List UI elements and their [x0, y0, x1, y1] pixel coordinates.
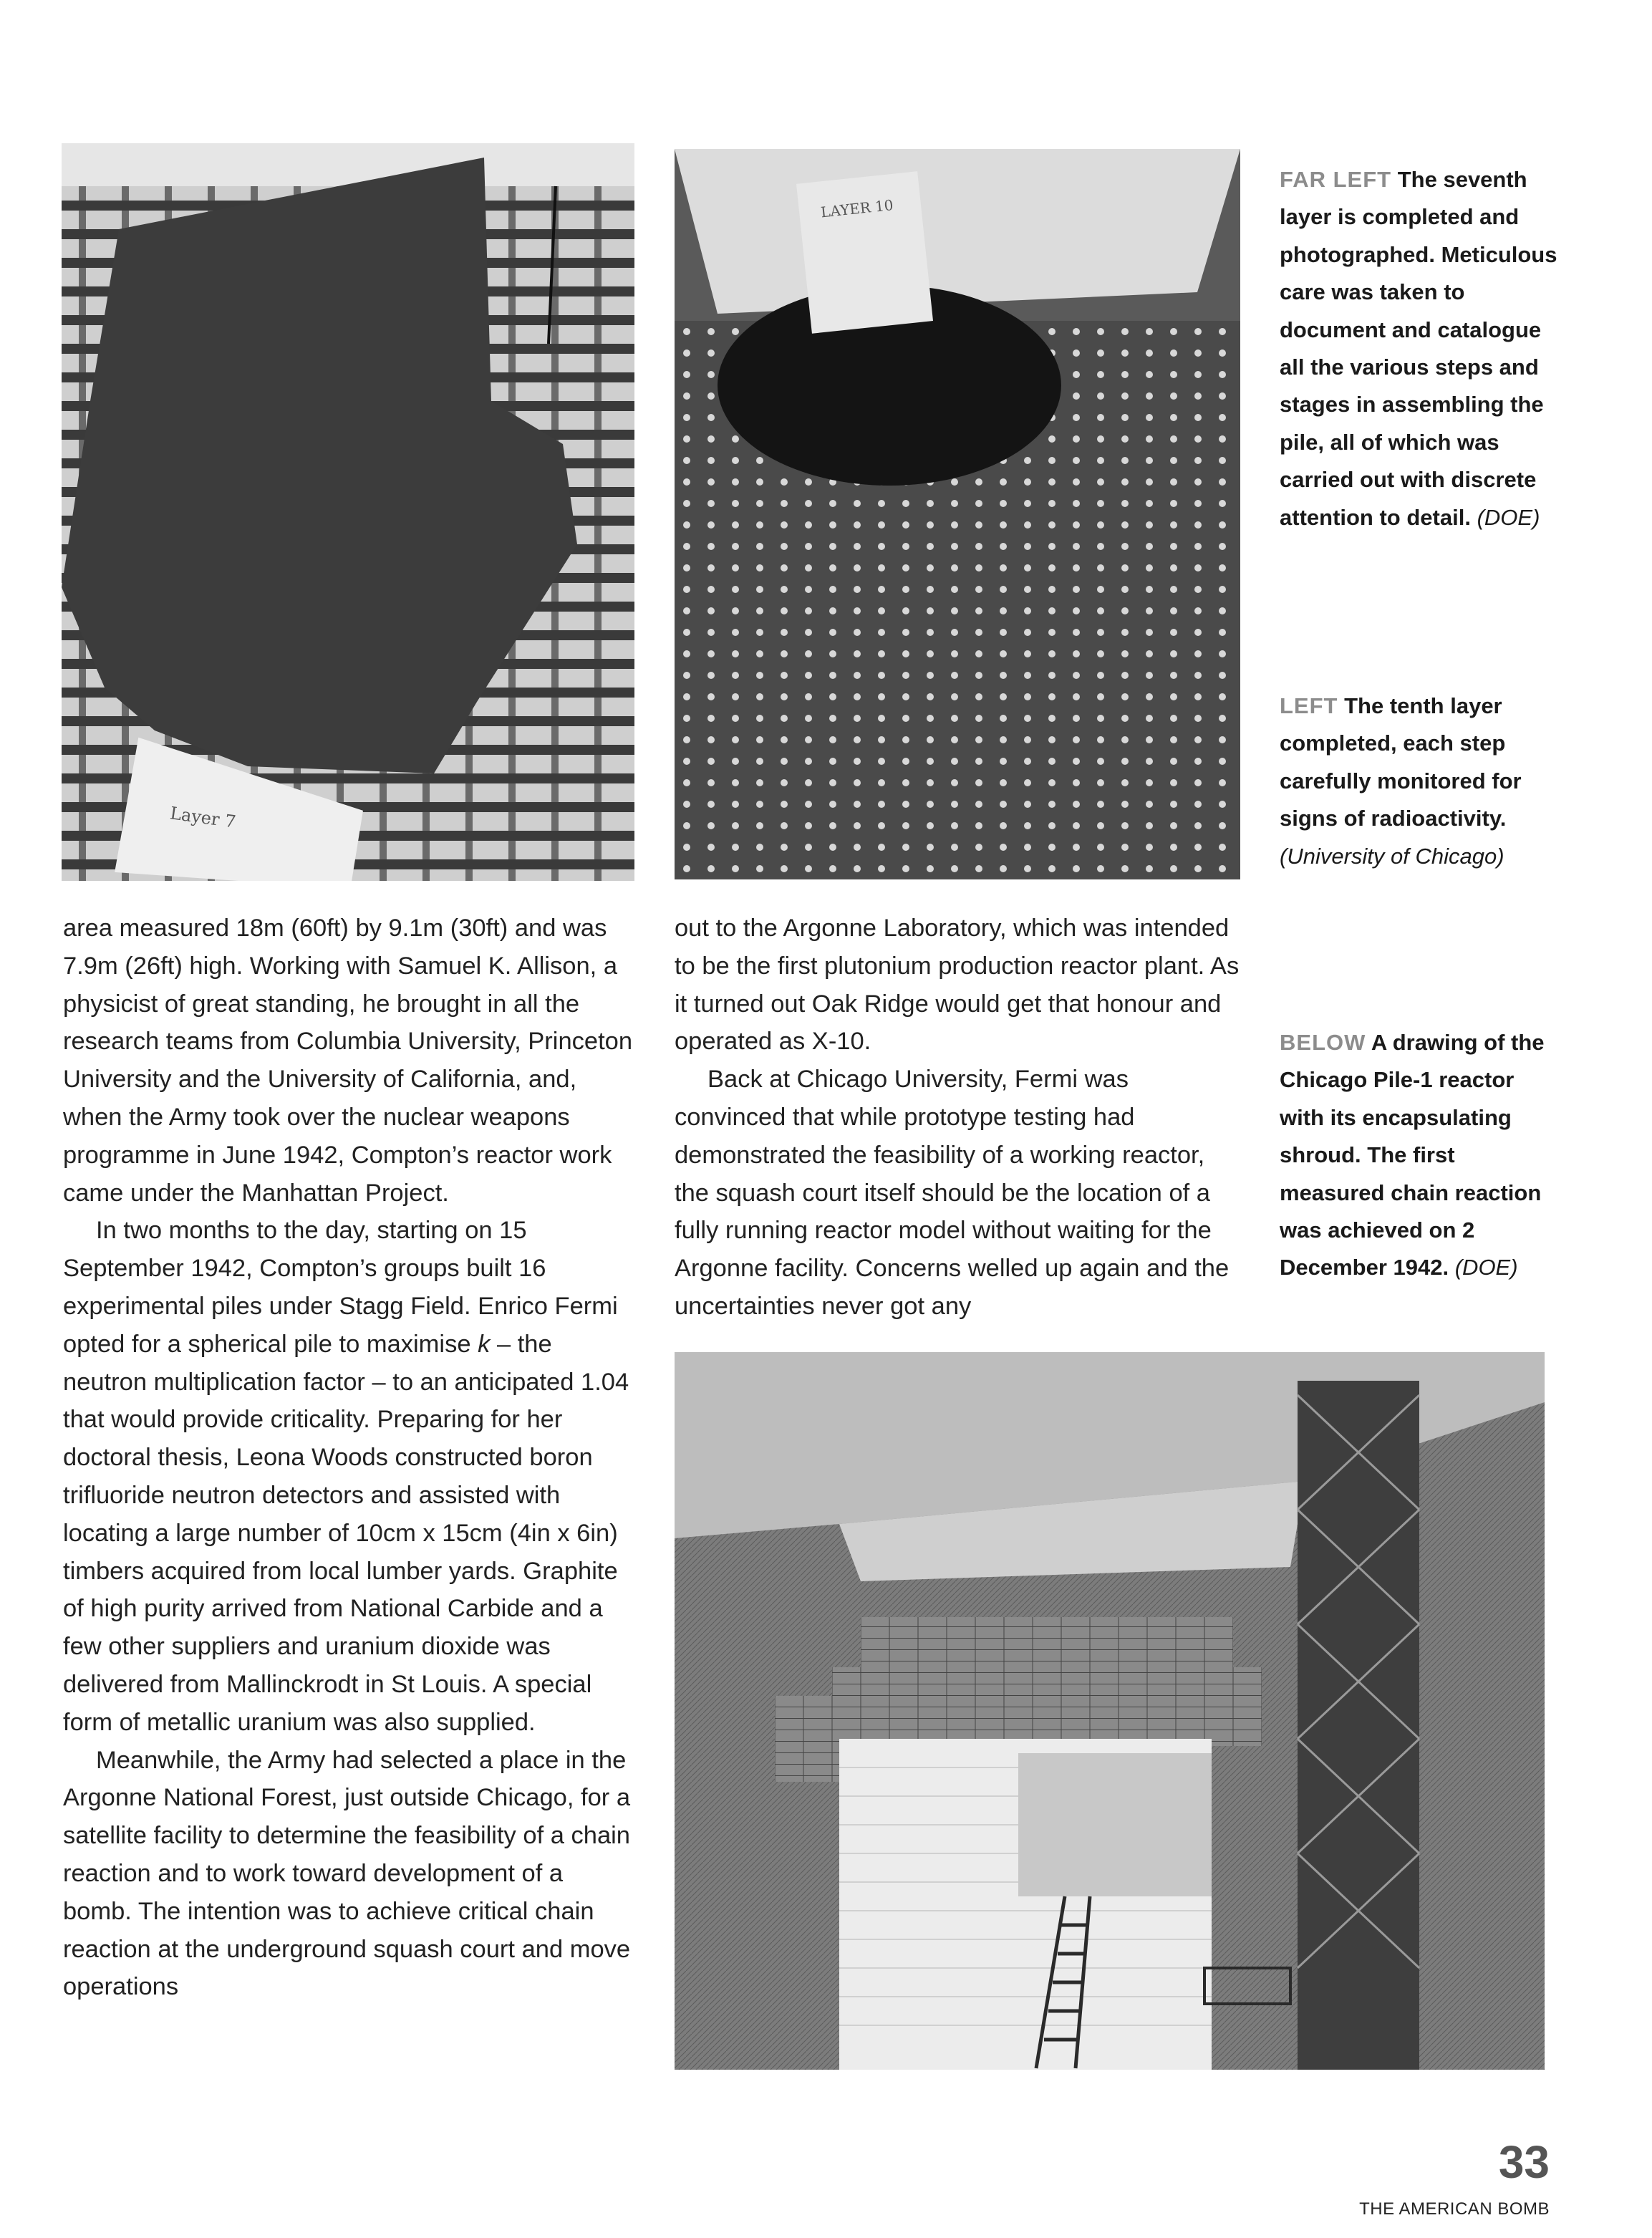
page-number: 33 [1498, 2136, 1550, 2188]
chicago-pile-drawing [675, 1352, 1545, 2070]
tenth-layer-photo [675, 149, 1240, 879]
caption-left-text: The tenth layer completed, each step carefully monitored for signs of radioactivity. [1280, 693, 1522, 831]
body-column-middle [675, 910, 1240, 1326]
caption-left-credit: (University of Chicago) [1280, 843, 1504, 869]
seventh-layer-photo [62, 143, 634, 881]
caption-left [1280, 688, 1566, 875]
body-paragraph: Back at Chicago University, Fermi was convinced that while prototype testing had demonstrated the feasibility of a working reactor, the squash court itself should be the location of a fully running reactor model without waiting for the Argonne facility. Concerns welled up again and the uncertainties never got any [675, 1066, 1230, 1320]
caption-below-text: A drawing of the Chicago Pile-1 reactor with its encapsulating shroud. The first measured chain reaction was achieved on 2 December 1942. [1280, 1030, 1545, 1280]
body-paragraph: Meanwhile, the Army had selected a place in the Argonne National Forest, just outside Chicago, for a satellite facility to determine the feasibility of a chain reaction and to work toward development of a bomb. The intention was to achieve critical chain reaction at the underground squash court and move operations [63, 1746, 631, 2001]
body-text: In two months to the day, starting on 15 September 1942, Compton’s groups built 16 experimental piles under Stagg Field. Enrico Fermi opted for a spherical pile to maximise [63, 1217, 618, 1358]
body-paragraph: out to the Argonne Laboratory, which was intended to be the first plutonium production reactor plant. As it turned out Oak Ridge would get that honour and operated as X-10. [675, 915, 1240, 1056]
body-paragraph [63, 1212, 634, 1741]
svg-text:LAYER 10: LAYER 10 [820, 196, 894, 221]
caption-left-lead: LEFT [1280, 693, 1338, 718]
caption-far-left-text: The seventh layer is completed and photographed. Meticulous care was taken to document and catalogue all the various steps and stages in assembling the pile, all of which was carried out with discrete attention to detail. [1280, 167, 1557, 530]
italic-k: k [478, 1330, 491, 1358]
caption-far-left-lead: FAR LEFT [1280, 167, 1392, 192]
folio [1359, 2136, 1550, 2219]
caption-below [1280, 1024, 1559, 1287]
caption-far-left-credit: (DOE) [1477, 504, 1540, 530]
caption-below-lead: BELOW [1280, 1030, 1366, 1055]
caption-below-credit: (DOE) [1454, 1255, 1518, 1280]
body-column-left [63, 910, 634, 2006]
publication-title: THE AMERICAN BOMB [1359, 2199, 1550, 2219]
body-paragraph: area measured 18m (60ft) by 9.1m (30ft) and was 7.9m (26ft) high. Working with Samuel K. Allison, a physicist of great standing, he brought in all the research teams from Columbia University, Princeton University and the University of California, and, when the Army took over the nuclear weapons programme in June 1942, Compton’s reactor work came under the Manhattan Project. [63, 915, 633, 1207]
svg-text:Layer 7: Layer 7 [168, 803, 238, 832]
caption-far-left [1280, 161, 1566, 536]
body-text: – the neutron multiplication factor – to an anticipated 1.04 that would provide criticality. Preparing for her doctoral thesis, Leona Woods constructed boron trifluoride neutron detectors and assisted with locating a large number of 10cm x 15cm (4in x 6in) timbers acquired from local lumber yards. Graphite of high purity arrived from National Carbide and a few other suppliers and uranium dioxide was delivered from Mallinckrodt in St Louis. A special form of metallic uranium was also supplied. [63, 1330, 629, 1736]
